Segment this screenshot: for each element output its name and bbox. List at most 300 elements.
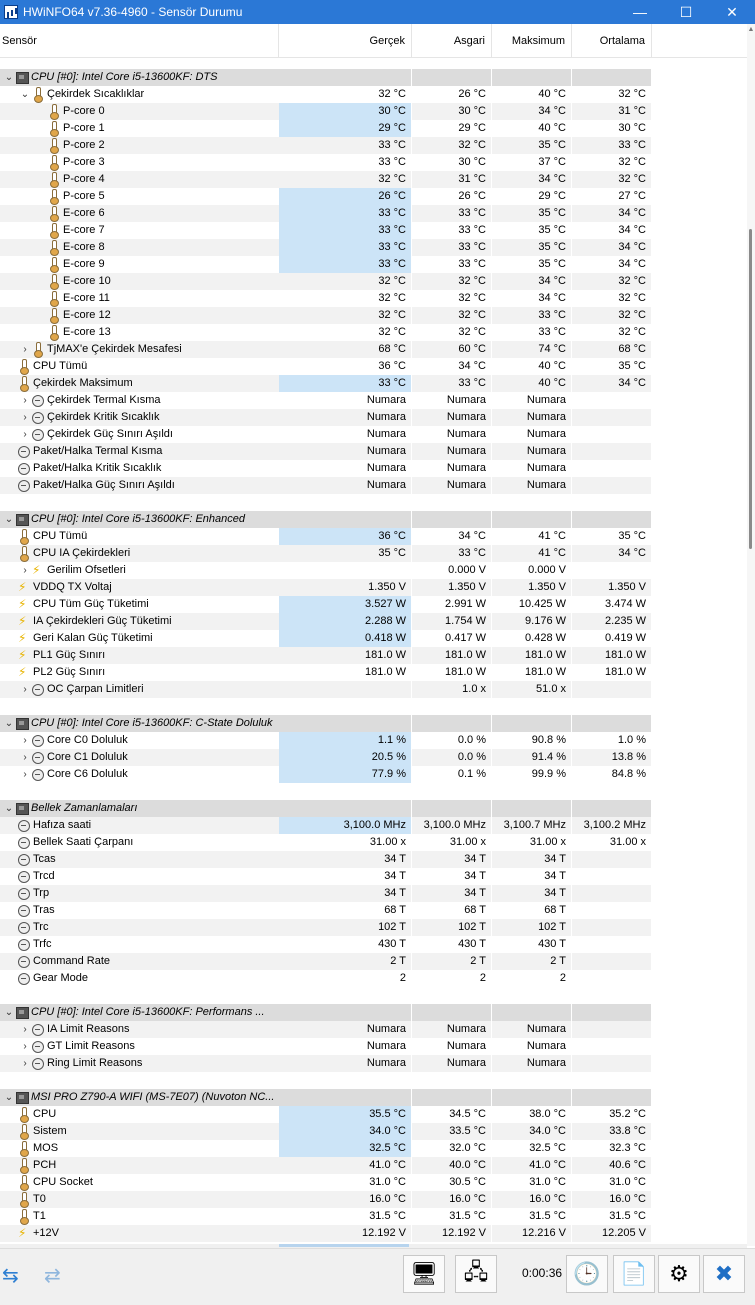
gauge-icon xyxy=(32,682,44,696)
avg-value: 34 °C xyxy=(572,205,651,222)
sensor-name-cell xyxy=(0,1208,279,1225)
sensor-row[interactable] xyxy=(0,868,747,885)
max-value: 181.0 W xyxy=(525,666,566,678)
chevron-right-icon[interactable]: › xyxy=(23,1024,27,1035)
max-value: 99.9 % xyxy=(531,768,566,780)
current-value: 41.0 °C xyxy=(279,1157,411,1174)
max-value: 41 °C xyxy=(492,545,571,562)
sensor-label: CPU IA Çekirdekleri xyxy=(33,547,131,559)
sensor-group-row[interactable] xyxy=(0,800,747,817)
sensor-row[interactable] xyxy=(0,1174,747,1191)
sensor-name-cell xyxy=(0,1140,279,1157)
avg-value xyxy=(572,392,651,409)
sensor-label: CPU xyxy=(33,1108,57,1120)
network-button[interactable] xyxy=(455,1255,497,1293)
sensor-row[interactable] xyxy=(0,375,747,392)
min-value: 0.417 W xyxy=(445,632,486,644)
sensor-row[interactable] xyxy=(0,1106,747,1123)
current-value: 34 T xyxy=(384,870,406,882)
arrows-icon[interactable]: ⇆ xyxy=(2,1265,19,1287)
gauge-icon xyxy=(32,427,44,441)
avg-value: 40.6 °C xyxy=(572,1157,651,1174)
sensor-group-row[interactable] xyxy=(0,511,747,528)
chip-icon xyxy=(16,1005,28,1019)
sensor-label: Tcas xyxy=(33,853,56,865)
horizontal-scrollbar-thumb[interactable] xyxy=(279,1244,409,1247)
sensor-row[interactable] xyxy=(0,137,747,154)
chevron-right-icon[interactable]: › xyxy=(23,1041,27,1052)
avg-value: 2.235 W xyxy=(572,613,651,630)
sensor-label: CPU [#0]: Intel Core i5-13600KF: Performans ... xyxy=(31,1006,265,1018)
sensor-row[interactable] xyxy=(0,1140,747,1157)
min-value: 30.5 °C xyxy=(449,1176,486,1188)
sensor-row[interactable] xyxy=(0,358,747,375)
avg-value xyxy=(572,1004,651,1021)
sensor-row[interactable] xyxy=(0,766,747,783)
sensor-label: CPU [#0]: Intel Core i5-13600KF: Enhanced xyxy=(31,513,246,525)
sensor-name-cell xyxy=(0,1089,279,1106)
current-value: 32 °C xyxy=(279,273,411,290)
sensor-row[interactable] xyxy=(0,579,747,596)
avg-value: 3,100.2 MHz xyxy=(572,817,651,834)
window-title: HWiNFO64 v7.36-4960 - Sensör Durumu xyxy=(23,5,243,19)
min-value: 2.991 W xyxy=(445,598,486,610)
min-value: 31.5 °C xyxy=(449,1210,486,1222)
chevron-right-icon[interactable]: › xyxy=(23,684,27,695)
avg-value xyxy=(572,443,651,460)
avg-value: 12.205 V xyxy=(572,1225,651,1242)
max-value: 2 xyxy=(559,972,566,984)
sensor-label: Sistem xyxy=(33,1125,67,1137)
chevron-right-icon[interactable]: › xyxy=(23,412,27,423)
min-value: 32 °C xyxy=(412,273,491,290)
sensor-row[interactable] xyxy=(0,1208,747,1225)
sensor-label: E-core 12 xyxy=(63,309,111,321)
header-current[interactable]: Gerçek xyxy=(279,24,412,58)
header-min[interactable]: Asgari xyxy=(412,24,492,58)
thermometer-icon xyxy=(48,189,60,203)
sensor-row[interactable] xyxy=(0,732,747,749)
sensor-label: Trcd xyxy=(33,870,55,882)
thermometer-icon xyxy=(18,359,30,373)
max-value xyxy=(492,800,571,817)
clock-button[interactable] xyxy=(566,1255,608,1293)
min-value: 3,100.0 MHz xyxy=(412,817,491,834)
sensor-row[interactable] xyxy=(0,1157,747,1174)
min-value: 60 °C xyxy=(412,341,491,358)
chevron-right-icon[interactable]: › xyxy=(23,752,27,763)
current-value: 16.0 °C xyxy=(279,1191,411,1208)
sensor-row[interactable] xyxy=(0,1225,747,1242)
sensor-row[interactable] xyxy=(0,171,747,188)
avg-value xyxy=(572,1021,651,1038)
gauge-icon xyxy=(32,393,44,407)
sensor-name-cell xyxy=(0,766,279,783)
thermometer-icon xyxy=(48,325,60,339)
max-value: Numara xyxy=(526,394,566,406)
sensor-row[interactable] xyxy=(0,970,747,987)
scroll-up-arrow-icon[interactable]: ▲ xyxy=(747,26,755,33)
sensor-name-cell xyxy=(0,596,279,613)
header-max[interactable]: Maksimum xyxy=(492,24,572,58)
close-button[interactable]: ✕ xyxy=(726,3,738,20)
sensor-name-cell xyxy=(0,256,279,273)
sensor-label: CPU Tüm Güç Tüketimi xyxy=(33,598,149,610)
lightning-icon xyxy=(18,1226,30,1240)
avg-value: 33 °C xyxy=(572,137,651,154)
avg-value: 32.3 °C xyxy=(609,1142,646,1154)
sensor-group-row[interactable] xyxy=(0,69,747,86)
sensor-name-cell xyxy=(0,1106,279,1123)
sensor-label: P-core 0 xyxy=(63,105,105,117)
max-value: 40 °C xyxy=(538,122,566,134)
current-value: 31.0 °C xyxy=(369,1176,406,1188)
sensor-row[interactable] xyxy=(0,834,747,851)
sensor-row[interactable] xyxy=(0,562,747,579)
sensor-row[interactable] xyxy=(0,749,747,766)
min-value: 34 °C xyxy=(458,530,486,542)
sensor-row[interactable] xyxy=(0,681,747,698)
avg-value: 84.8 % xyxy=(611,768,646,780)
sensor-group-row[interactable] xyxy=(0,715,747,732)
sensor-row[interactable] xyxy=(0,290,747,307)
sensor-label: Core C0 Doluluk xyxy=(47,734,128,746)
max-value: 31.5 °C xyxy=(529,1210,566,1222)
current-value: 1.1 % xyxy=(279,732,411,749)
spacer-row xyxy=(0,494,747,511)
sensor-row[interactable] xyxy=(0,664,747,681)
sensor-name-cell xyxy=(0,664,279,681)
lightning-icon xyxy=(18,580,30,594)
lightning-icon xyxy=(18,631,30,645)
min-value xyxy=(412,1004,491,1021)
max-value: 35 °C xyxy=(492,205,571,222)
window-controls xyxy=(617,0,755,24)
sensor-row[interactable] xyxy=(0,222,747,239)
min-value: 30 °C xyxy=(412,103,491,120)
sensor-group-row[interactable] xyxy=(0,1004,747,1021)
chevron-right-icon[interactable]: › xyxy=(23,344,27,355)
max-value: 34 T xyxy=(492,851,571,868)
current-value: 68 T xyxy=(384,904,406,916)
chevron-down-icon[interactable]: ⌄ xyxy=(4,1092,14,1103)
settings-button[interactable] xyxy=(658,1255,700,1293)
sensor-name-cell xyxy=(0,103,279,120)
chevron-right-icon[interactable]: › xyxy=(23,429,27,440)
sensor-row[interactable] xyxy=(0,545,747,562)
min-value: 29 °C xyxy=(458,122,486,134)
min-value: Numara xyxy=(446,428,486,440)
sensor-row[interactable] xyxy=(0,1055,747,1072)
min-value: 12.192 V xyxy=(412,1225,491,1242)
sensor-label: Trp xyxy=(33,887,50,899)
collapse-arrows-icon[interactable]: ⇄ xyxy=(44,1265,61,1287)
chevron-down-icon[interactable]: ⌄ xyxy=(4,72,14,83)
avg-value: 181.0 W xyxy=(572,647,651,664)
gauge-icon xyxy=(32,1039,44,1053)
thermometer-icon xyxy=(48,121,60,135)
sensor-row[interactable] xyxy=(0,477,747,494)
sensor-row[interactable] xyxy=(0,630,747,647)
sensor-row[interactable] xyxy=(0,239,747,256)
avg-value: 32 °C xyxy=(618,156,646,168)
gauge-icon xyxy=(32,767,44,781)
sensor-row[interactable] xyxy=(0,409,747,426)
avg-value xyxy=(572,953,651,970)
sensor-label: T1 xyxy=(33,1210,46,1222)
sensor-label: E-core 11 xyxy=(63,292,110,304)
min-value: 33 °C xyxy=(412,545,491,562)
sensor-row[interactable] xyxy=(0,647,747,664)
lightning-icon xyxy=(18,614,30,628)
min-value: Numara xyxy=(446,394,486,406)
sensor-label: P-core 4 xyxy=(63,173,105,185)
sensor-label: Bellek Zamanlamaları xyxy=(31,802,138,814)
chip-icon xyxy=(16,512,28,526)
sensor-label: GT Limit Reasons xyxy=(47,1040,135,1052)
sensor-name-cell xyxy=(0,154,279,171)
current-value: Numara xyxy=(279,1055,411,1072)
sensor-row[interactable] xyxy=(0,596,747,613)
sensor-row[interactable] xyxy=(0,902,747,919)
sensor-row[interactable] xyxy=(0,103,747,120)
sensor-row[interactable] xyxy=(0,851,747,868)
max-value: 40 °C xyxy=(538,88,566,100)
header-sensor[interactable]: Sensör xyxy=(0,24,279,58)
sensor-group-row[interactable] xyxy=(0,1089,747,1106)
chevron-right-icon[interactable]: › xyxy=(23,769,27,780)
current-value: 33 °C xyxy=(279,239,411,256)
sensor-row[interactable] xyxy=(0,273,747,290)
sensor-row[interactable] xyxy=(0,936,747,953)
chip-icon xyxy=(16,70,28,84)
sensor-name-cell xyxy=(0,953,279,970)
sensor-row[interactable] xyxy=(0,1123,747,1140)
avg-value xyxy=(572,715,651,732)
chevron-right-icon[interactable]: › xyxy=(23,395,27,406)
avg-value: 34 °C xyxy=(572,545,651,562)
chevron-right-icon[interactable]: › xyxy=(23,735,27,746)
max-value: Numara xyxy=(526,462,566,474)
current-value: Numara xyxy=(279,477,411,494)
header-avg[interactable]: Ortalama xyxy=(572,24,652,58)
max-value: 0.000 V xyxy=(528,564,566,576)
thermometer-icon xyxy=(32,87,44,101)
sensor-label: CPU Tümü xyxy=(33,360,88,372)
min-value: Numara xyxy=(412,477,491,494)
sensor-name-cell xyxy=(0,1191,279,1208)
sensor-label: CPU [#0]: Intel Core i5-13600KF: C-State Doluluk xyxy=(31,717,273,729)
stopwatch-icon: 🕒 xyxy=(573,1261,601,1286)
chevron-down-icon[interactable]: ⌄ xyxy=(4,718,14,729)
sensor-name-cell xyxy=(0,205,279,222)
max-value: 35 °C xyxy=(492,137,571,154)
monitor-button[interactable] xyxy=(403,1255,445,1293)
sensor-label: E-core 9 xyxy=(63,258,105,270)
gauge-icon xyxy=(18,444,30,458)
current-value xyxy=(279,800,411,817)
avg-value: 31.00 x xyxy=(609,836,646,848)
sensor-name-cell xyxy=(0,851,279,868)
minimize-button[interactable]: — xyxy=(633,4,647,20)
chevron-down-icon[interactable]: ⌄ xyxy=(20,89,30,100)
sensor-row[interactable] xyxy=(0,205,747,222)
current-value: 36 °C xyxy=(279,528,411,545)
current-value xyxy=(279,715,411,732)
chevron-down-icon[interactable]: ⌄ xyxy=(4,514,14,525)
sensor-label: MOS xyxy=(33,1142,59,1154)
sensor-row[interactable] xyxy=(0,307,747,324)
current-value: 35.5 °C xyxy=(279,1106,411,1123)
sensor-name-cell xyxy=(0,358,279,375)
sensor-name-cell xyxy=(0,375,279,392)
sensor-row[interactable] xyxy=(0,817,747,834)
current-value: 33 °C xyxy=(279,137,411,154)
sensor-row[interactable] xyxy=(0,613,747,630)
chevron-right-icon[interactable]: › xyxy=(23,565,27,576)
sensor-name-cell xyxy=(0,885,279,902)
max-value: 16.0 °C xyxy=(492,1191,571,1208)
thermometer-icon xyxy=(18,546,30,560)
gauge-icon xyxy=(18,852,30,866)
max-value: 0.428 W xyxy=(525,632,566,644)
gauge-icon xyxy=(32,750,44,764)
sensor-label: E-core 13 xyxy=(63,326,111,338)
sensor-name-cell xyxy=(0,868,279,885)
sensor-row[interactable] xyxy=(0,1038,747,1055)
current-value: 33 °C xyxy=(279,222,411,239)
thermometer-icon xyxy=(18,1192,30,1206)
avg-value: 27 °C xyxy=(618,190,646,202)
gauge-icon xyxy=(18,971,30,985)
sensor-name-cell xyxy=(0,749,279,766)
sensor-row[interactable] xyxy=(0,188,747,205)
max-value: 34 °C xyxy=(492,103,571,120)
current-value: 32 °C xyxy=(378,292,406,304)
current-value: 33 °C xyxy=(378,156,406,168)
sensor-label: Paket/Halka Termal Kısma xyxy=(33,445,163,457)
sensor-row[interactable] xyxy=(0,392,747,409)
network-icon: 🖧 xyxy=(463,1259,489,1284)
max-value: 40 °C xyxy=(538,360,566,372)
sensor-row[interactable] xyxy=(0,885,747,902)
sensor-row[interactable] xyxy=(0,443,747,460)
min-value: 1.754 W xyxy=(412,613,491,630)
maximize-button[interactable]: ☐ xyxy=(679,3,693,20)
max-value: 32.5 °C xyxy=(529,1142,566,1154)
sensor-name-cell xyxy=(0,1157,279,1174)
sensor-row[interactable] xyxy=(0,1191,747,1208)
sensor-row[interactable] xyxy=(0,460,747,477)
current-value: 1.350 V xyxy=(279,579,411,596)
sensor-label: Gear Mode xyxy=(33,972,89,984)
sensor-label: Ring Limit Reasons xyxy=(47,1057,143,1069)
sensor-name-cell xyxy=(0,477,279,494)
sensor-label: Hafıza saati xyxy=(33,819,92,831)
sensor-row[interactable] xyxy=(0,919,747,936)
max-value: Numara xyxy=(526,1040,566,1052)
current-value: Numara xyxy=(366,428,406,440)
max-value: 35 °C xyxy=(492,239,571,256)
sensor-name-cell xyxy=(0,902,279,919)
min-value: 102 T xyxy=(412,919,491,936)
max-value: 41 °C xyxy=(538,530,566,542)
chevron-down-icon[interactable]: ⌄ xyxy=(4,1007,14,1018)
sensor-name-cell xyxy=(0,409,279,426)
gauge-icon xyxy=(18,461,30,475)
sensor-row[interactable] xyxy=(0,1021,747,1038)
chevron-down-icon[interactable]: ⌄ xyxy=(4,803,14,814)
log-button[interactable] xyxy=(613,1255,655,1293)
sensor-row[interactable] xyxy=(0,426,747,443)
sensor-name-cell xyxy=(0,171,279,188)
avg-value: 35 °C xyxy=(618,360,646,372)
max-value: 29 °C xyxy=(538,190,566,202)
min-value: 32 °C xyxy=(458,326,486,338)
max-value: 12.216 V xyxy=(492,1225,571,1242)
vertical-scrollbar[interactable] xyxy=(747,24,755,1246)
elapsed-timer: 0:00:36 xyxy=(522,1266,563,1280)
min-value xyxy=(412,800,491,817)
thermometer-icon xyxy=(48,291,60,305)
sensor-row[interactable] xyxy=(0,953,747,970)
sensor-name-cell xyxy=(0,188,279,205)
min-value: Numara xyxy=(412,1055,491,1072)
max-value: Numara xyxy=(492,477,571,494)
avg-value: 181.0 W xyxy=(605,666,646,678)
sensor-name-cell xyxy=(0,120,279,137)
scrollbar-thumb[interactable] xyxy=(749,229,752,549)
sensor-label: Çekirdek Sıcaklıklar xyxy=(47,88,145,100)
min-value: 34 T xyxy=(464,870,486,882)
sensor-row[interactable] xyxy=(0,256,747,273)
sensor-label: CPU Socket xyxy=(33,1176,93,1188)
sensor-row[interactable] xyxy=(0,528,747,545)
monitor-icon: 🖥 xyxy=(410,1261,438,1286)
current-value: 32 °C xyxy=(378,326,406,338)
sensor-row[interactable] xyxy=(0,120,747,137)
avg-value: 31.5 °C xyxy=(609,1210,646,1222)
gauge-icon xyxy=(18,903,30,917)
avg-value xyxy=(572,1089,651,1106)
sensor-label: VDDQ TX Voltaj xyxy=(33,581,112,593)
min-value: 33.5 °C xyxy=(412,1123,491,1140)
min-value: 16.0 °C xyxy=(412,1191,491,1208)
sensor-label: T0 xyxy=(33,1193,46,1205)
sensor-row[interactable] xyxy=(0,86,747,103)
current-value: 20.5 % xyxy=(279,749,411,766)
min-value xyxy=(412,1089,491,1106)
sensor-name-cell xyxy=(0,1055,279,1072)
chevron-right-icon[interactable]: › xyxy=(23,1058,27,1069)
min-value: 32.0 °C xyxy=(449,1142,486,1154)
sensor-label: Trfc xyxy=(33,938,52,950)
add-log-icon: 📄 xyxy=(620,1261,648,1286)
sensor-row[interactable] xyxy=(0,324,747,341)
max-value: 1.350 V xyxy=(492,579,571,596)
sensor-label: Çekirdek Maksimum xyxy=(33,377,133,389)
sensor-name-cell xyxy=(0,239,279,256)
current-value: 33 °C xyxy=(279,375,411,392)
sensor-row[interactable] xyxy=(0,341,747,358)
sensor-row[interactable] xyxy=(0,154,747,171)
current-value: Numara xyxy=(366,462,406,474)
avg-value: 32 °C xyxy=(618,326,646,338)
min-value: 181.0 W xyxy=(412,647,491,664)
exit-button[interactable] xyxy=(703,1255,745,1293)
max-value xyxy=(492,511,571,528)
max-value: 34 °C xyxy=(538,292,566,304)
